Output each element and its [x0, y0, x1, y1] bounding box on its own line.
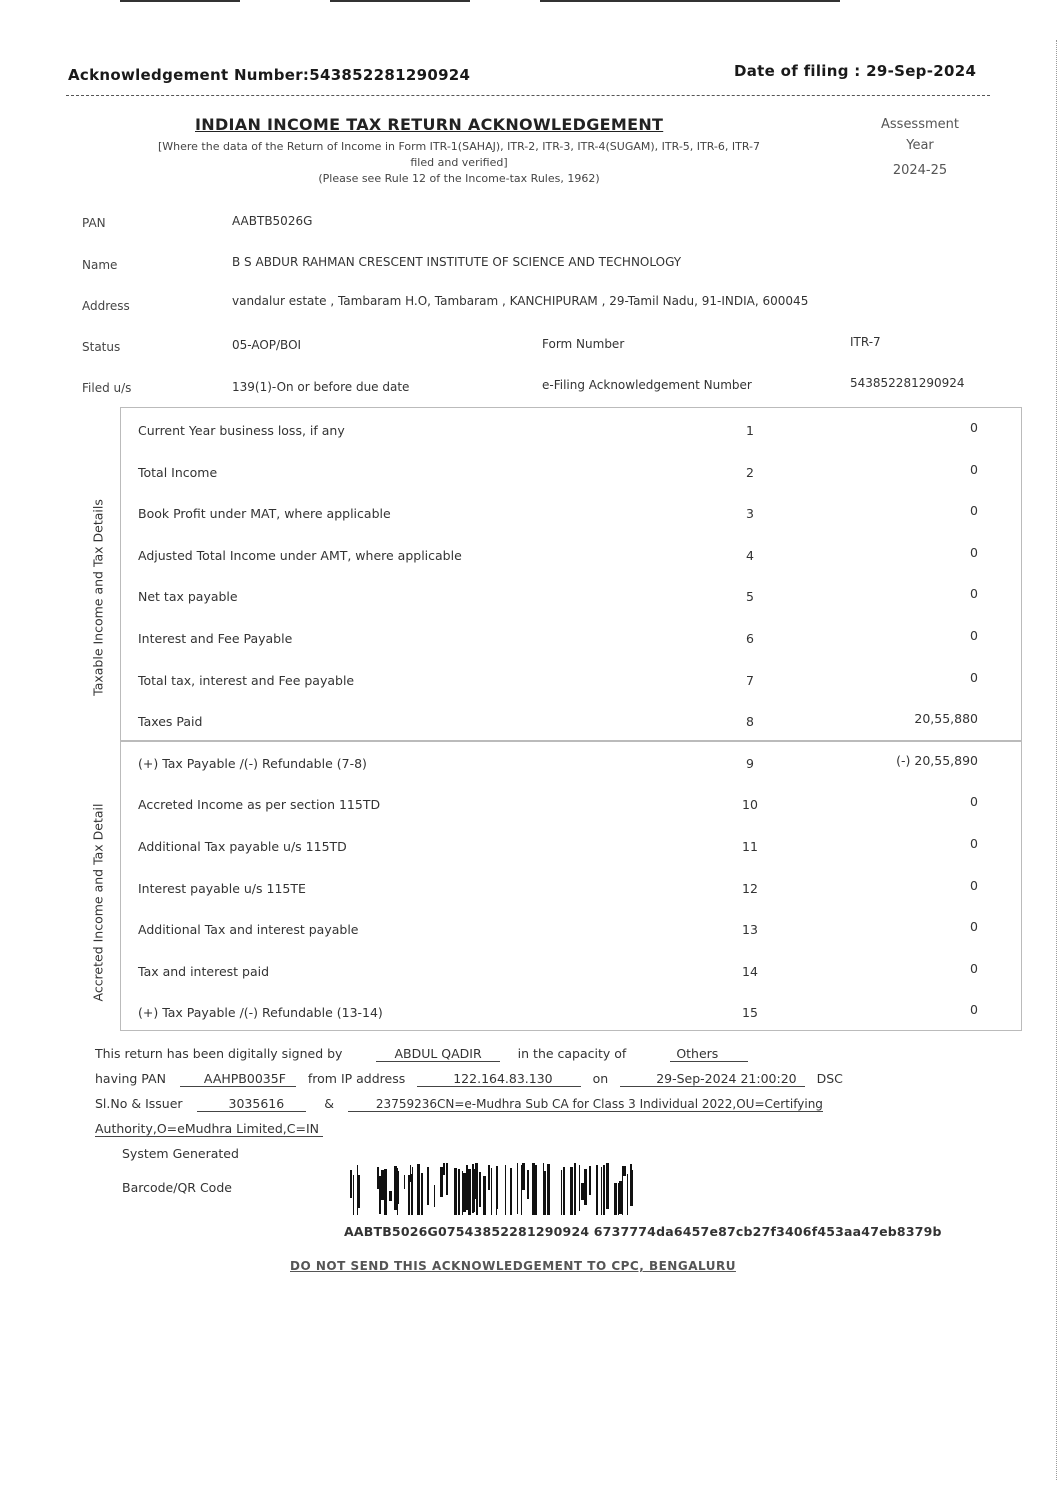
- ay-label-line-1: Assessment: [881, 117, 959, 132]
- pan-label: PAN: [82, 216, 106, 230]
- date-of-filing: Date of filing : 29-Sep-2024: [734, 62, 977, 80]
- address-label: Address: [82, 299, 130, 313]
- signer-ip: 122.164.83.130: [417, 1071, 580, 1087]
- signature-text-1: This return has been digitally signed by: [95, 1046, 343, 1061]
- signature-text-7: Sl.No & Issuer: [95, 1096, 183, 1111]
- row-value: 0: [970, 462, 978, 477]
- row-label: Total Income: [138, 465, 218, 480]
- assessment-year-label: [860, 114, 980, 181]
- signature-text-5: on: [592, 1071, 609, 1086]
- scan-mark: [540, 0, 840, 2]
- row-value: 0: [970, 878, 978, 893]
- signature-line-1: [95, 1046, 748, 1061]
- scan-mark: [120, 0, 240, 2]
- row-value: 20,55,880: [914, 711, 978, 726]
- signer-capacity: Others: [670, 1046, 748, 1062]
- header-rule: [66, 95, 990, 96]
- cpc-warning: DO NOT SEND THIS ACKNOWLEDGEMENT TO CPC, BENGALURU: [290, 1259, 736, 1273]
- signer-pan: AAHPB0035F: [180, 1071, 296, 1087]
- taxable-section-box: [120, 407, 1022, 741]
- row-value: 0: [970, 503, 978, 518]
- row-label: Taxes Paid: [138, 714, 203, 729]
- row-number: 2: [746, 465, 754, 480]
- row-value: 0: [970, 420, 978, 435]
- row-number: 9: [746, 756, 754, 771]
- signature-text-3: having PAN: [95, 1071, 166, 1086]
- ay-label-line-2: Year: [906, 138, 934, 153]
- row-number: 1: [746, 423, 754, 438]
- row-number: 3: [746, 506, 754, 521]
- row-label: Accreted Income as per section 115TD: [138, 797, 381, 812]
- dsc-issuer: 23759236CN=e-Mudhra Sub CA for Class 3 Individual 2022,OU=Certifying: [348, 1097, 823, 1112]
- signature-text-8: &: [324, 1096, 334, 1111]
- title-subtext-2: filed and verified]: [410, 156, 508, 169]
- title-subtext-1: [Where the data of the Return of Income in Form ITR-1(SAHAJ), ITR-2, ITR-3, ITR-4(SUGAM), ITR-5, ITR-6, ITR-7: [157, 140, 761, 153]
- ack-number: Acknowledgement Number:543852281290924: [68, 66, 471, 84]
- ay-value: 2024-25: [892, 163, 948, 178]
- row-label: (+) Tax Payable /(-) Refundable (7-8): [138, 756, 367, 771]
- form-number-value: ITR-7: [850, 335, 881, 349]
- row-number: 10: [742, 797, 758, 812]
- pan-value: AABTB5026G: [232, 214, 313, 228]
- row-label: Interest payable u/s 115TE: [138, 881, 306, 896]
- row-label: Interest and Fee Payable: [138, 631, 293, 646]
- row-label: Net tax payable: [138, 589, 238, 604]
- efiling-ack-value: 543852281290924: [850, 376, 965, 390]
- efiling-ack-label: e-Filing Acknowledgement Number: [542, 378, 752, 392]
- row-label: Total tax, interest and Fee payable: [138, 673, 355, 688]
- page-title: INDIAN INCOME TAX RETURN ACKNOWLEDGEMENT: [195, 115, 664, 134]
- barcode-label-2: Barcode/QR Code: [122, 1180, 232, 1195]
- row-number: 12: [742, 881, 758, 896]
- scan-mark: [330, 0, 470, 2]
- filed-us-value: 139(1)-On or before due date: [232, 380, 410, 394]
- filed-us-label: Filed u/s: [82, 381, 132, 395]
- signature-datetime: 29-Sep-2024 21:00:20: [620, 1071, 804, 1087]
- barcode-image: [350, 1163, 635, 1215]
- dsc-issuer-cont: Authority,O=eMudhra Limited,C=IN: [95, 1121, 323, 1137]
- row-value: 0: [970, 794, 978, 809]
- row-label: (+) Tax Payable /(-) Refundable (13-14): [138, 1005, 383, 1020]
- signature-line-2: [95, 1071, 843, 1086]
- row-number: 5: [746, 589, 754, 604]
- row-number: 15: [742, 1005, 758, 1020]
- form-number-label: Form Number: [542, 337, 625, 351]
- signature-text-2: in the capacity of: [517, 1046, 627, 1061]
- taxable-section-label: Taxable Income and Tax Details: [90, 499, 106, 696]
- dsc-serial-number: 3035616: [197, 1096, 307, 1112]
- status-label: Status: [82, 340, 121, 354]
- row-value: (-) 20,55,890: [896, 753, 978, 768]
- row-number: 6: [746, 631, 754, 646]
- address-value: vandalur estate , Tambaram H.O, Tambaram , KANCHIPURAM , 29-Tamil Nadu, 91-INDIA, 600045: [232, 294, 809, 308]
- row-label: Additional Tax payable u/s 115TD: [138, 839, 347, 854]
- row-number: 13: [742, 922, 758, 937]
- title-subtext-3: (Please see Rule 12 of the Income-tax Rules, 1962): [318, 172, 600, 185]
- row-number: 8: [746, 714, 754, 729]
- row-label: Adjusted Total Income under AMT, where applicable: [138, 548, 462, 563]
- row-value: 0: [970, 919, 978, 934]
- signature-line-4: [95, 1121, 323, 1136]
- row-value: 0: [970, 628, 978, 643]
- barcode-label-1: System Generated: [122, 1146, 239, 1161]
- status-value: 05-AOP/BOI: [232, 338, 302, 352]
- row-value: 0: [970, 545, 978, 560]
- row-value: 0: [970, 670, 978, 685]
- signer-name: ABDUL QADIR: [376, 1046, 499, 1062]
- signature-text-4: from IP address: [307, 1071, 406, 1086]
- row-value: 0: [970, 836, 978, 851]
- accreted-section-label: Accreted Income and Tax Detail: [90, 803, 106, 1002]
- row-value: 0: [970, 586, 978, 601]
- row-number: 14: [742, 964, 758, 979]
- row-value: 0: [970, 961, 978, 976]
- signature-text-6: DSC: [816, 1071, 843, 1086]
- row-label: Additional Tax and interest payable: [138, 922, 359, 937]
- row-number: 4: [746, 548, 754, 563]
- name-value: B S ABDUR RAHMAN CRESCENT INSTITUTE OF SCIENCE AND TECHNOLOGY: [232, 255, 682, 269]
- scan-edge: [1054, 40, 1057, 1480]
- name-label: Name: [82, 258, 118, 272]
- row-label: Book Profit under MAT, where applicable: [138, 506, 391, 521]
- row-number: 11: [742, 839, 758, 854]
- signature-line-3: [95, 1096, 823, 1111]
- barcode-code: AABTB5026G07543852281290924 6737774da6457e87cb27f3406f453aa47eb8379b: [344, 1224, 942, 1239]
- row-label: Tax and interest paid: [138, 964, 270, 979]
- row-number: 7: [746, 673, 754, 688]
- row-value: 0: [970, 1002, 978, 1017]
- row-label: Current Year business loss, if any: [138, 423, 345, 438]
